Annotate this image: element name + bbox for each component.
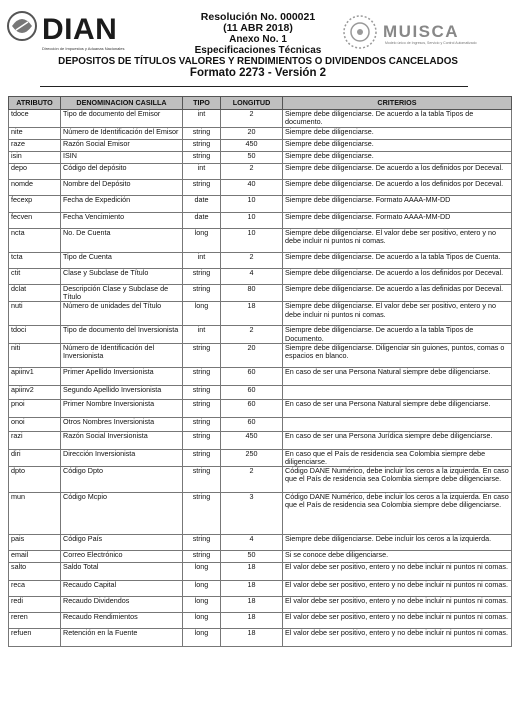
cell-criterios: El valor debe ser positivo, entero y no debe incluir ni puntos ni comas. xyxy=(283,597,512,613)
table-row xyxy=(9,467,512,493)
cell-atributo: niti xyxy=(9,343,61,367)
cell-atributo: onoi xyxy=(9,417,61,431)
cell-tipo: string xyxy=(183,449,221,466)
cell-longitud: 2 xyxy=(221,110,283,128)
cell-longitud: 60 xyxy=(221,399,283,417)
muisca-logo-subtext: Modelo único de Ingresos, Servicio y Control Automatizado xyxy=(385,41,477,45)
table-row xyxy=(9,535,512,551)
table-row xyxy=(9,431,512,449)
cell-denominacion: No. De Cuenta xyxy=(61,229,183,253)
cell-criterios: Siempre debe diligenciarse. Formato AAAA-MM-DD xyxy=(283,196,512,213)
specification-table xyxy=(8,96,512,647)
cell-tipo: string xyxy=(183,493,221,535)
cell-tipo: int xyxy=(183,110,221,128)
table-row xyxy=(9,629,512,647)
cell-longitud: 20 xyxy=(221,343,283,367)
cell-criterios: Siempre debe diligenciarse. De acuerdo a los definidos por Deceval. xyxy=(283,164,512,180)
table-row xyxy=(9,128,512,140)
table-row xyxy=(9,253,512,269)
dian-logo-text: DIAN xyxy=(42,13,118,46)
cell-denominacion: Descripción Clase y Subclase de Título xyxy=(61,285,183,302)
cell-criterios: Código DANE Numérico, debe incluir los ceros a la izquierda. En caso que el País de residencia sea Colombia siempre debe diligenciarse. xyxy=(283,493,512,535)
cell-denominacion: Fecha Vencimiento xyxy=(61,213,183,229)
cell-criterios: Siempre debe diligenciarse. De acuerdo a los definidos por Deceval. xyxy=(283,269,512,285)
cell-criterios: El valor debe ser positivo, entero y no debe incluir ni puntos ni comas. xyxy=(283,563,512,581)
cell-tipo: string xyxy=(183,269,221,285)
header-longitud: LONGITUD xyxy=(221,97,283,110)
cell-atributo: tdoci xyxy=(9,326,61,343)
cell-denominacion: Primer Nombre Inversionista xyxy=(61,399,183,417)
cell-longitud: 10 xyxy=(221,213,283,229)
table-row xyxy=(9,597,512,613)
cell-criterios: Siempre debe diligenciarse. xyxy=(283,152,512,164)
cell-atributo: reren xyxy=(9,613,61,629)
cell-criterios: Si se conoce debe diligenciarse. xyxy=(283,551,512,563)
cell-longitud: 18 xyxy=(221,302,283,326)
table-row xyxy=(9,302,512,326)
cell-longitud: 80 xyxy=(221,285,283,302)
cell-denominacion: Número de Identificación del Inversionista xyxy=(61,343,183,367)
cell-tipo: string xyxy=(183,551,221,563)
table-row xyxy=(9,326,512,343)
cell-criterios: Siempre debe diligenciarse. De acuerdo a la tabla Tipos de Documento. xyxy=(283,326,512,343)
cell-longitud: 18 xyxy=(221,629,283,647)
cell-longitud: 60 xyxy=(221,385,283,399)
cell-criterios xyxy=(283,417,512,431)
cell-denominacion: Razón Social Inversionista xyxy=(61,431,183,449)
cell-longitud: 10 xyxy=(221,229,283,253)
cell-tipo: string xyxy=(183,467,221,493)
cell-tipo: string xyxy=(183,128,221,140)
table-row xyxy=(9,399,512,417)
cell-longitud: 40 xyxy=(221,180,283,196)
cell-longitud: 18 xyxy=(221,563,283,581)
cell-denominacion: Segundo Apellido Inversionista xyxy=(61,385,183,399)
cell-atributo: salto xyxy=(9,563,61,581)
cell-tipo: long xyxy=(183,229,221,253)
table-row xyxy=(9,213,512,229)
cell-criterios: Siempre debe diligenciarse. De acuerdo a la tabla Tipos de Cuenta. xyxy=(283,253,512,269)
cell-longitud: 4 xyxy=(221,535,283,551)
cell-tipo: string xyxy=(183,535,221,551)
annex-number: Anexo No. 1 xyxy=(229,34,287,45)
muisca-logo-text: MUISCA xyxy=(383,22,460,41)
cell-atributo: reca xyxy=(9,581,61,597)
cell-atributo: ctit xyxy=(9,269,61,285)
cell-denominacion: Dirección Inversionista xyxy=(61,449,183,466)
cell-denominacion: Código País xyxy=(61,535,183,551)
header-denominacion: DENOMINACION CASILLA xyxy=(61,97,183,110)
cell-criterios: Siempre debe diligenciarse. De acuerdo a las definidas por Deceval. xyxy=(283,285,512,302)
cell-tipo: long xyxy=(183,629,221,647)
header-criterios: CRITERIOS xyxy=(283,97,512,110)
cell-criterios: Siempre debe diligenciarse. Debe incluir los ceros a la izquierda. xyxy=(283,535,512,551)
cell-longitud: 3 xyxy=(221,493,283,535)
table-row xyxy=(9,551,512,563)
technical-specs-title: Especificaciones Técnicas xyxy=(194,45,322,56)
cell-atributo: tcta xyxy=(9,253,61,269)
table-row xyxy=(9,110,512,128)
cell-tipo: long xyxy=(183,302,221,326)
table-row xyxy=(9,449,512,466)
cell-longitud: 4 xyxy=(221,269,283,285)
cell-tipo: int xyxy=(183,326,221,343)
cell-tipo: long xyxy=(183,581,221,597)
cell-criterios: El valor debe ser positivo, entero y no debe incluir ni puntos ni comas. xyxy=(283,629,512,647)
cell-longitud: 2 xyxy=(221,326,283,343)
cell-denominacion: ISIN xyxy=(61,152,183,164)
cell-denominacion: Nombre del Depósito xyxy=(61,180,183,196)
cell-longitud: 20 xyxy=(221,128,283,140)
cell-denominacion: Primer Apellido Inversionista xyxy=(61,367,183,385)
cell-longitud: 50 xyxy=(221,551,283,563)
cell-longitud: 2 xyxy=(221,467,283,493)
cell-denominacion: Clase y Subclase de Título xyxy=(61,269,183,285)
cell-tipo: string xyxy=(183,431,221,449)
table-row xyxy=(9,613,512,629)
table-row xyxy=(9,164,512,180)
title-block xyxy=(0,12,516,80)
cell-denominacion: Número de unidades del Título xyxy=(61,302,183,326)
cell-tipo: long xyxy=(183,613,221,629)
cell-atributo: mun xyxy=(9,493,61,535)
table-header-row xyxy=(9,97,512,110)
cell-atributo: tdoce xyxy=(9,110,61,128)
resolution-date: (11 ABR 2018) xyxy=(223,22,293,34)
cell-longitud: 2 xyxy=(221,253,283,269)
cell-atributo: ncta xyxy=(9,229,61,253)
table-row xyxy=(9,140,512,152)
table-row xyxy=(9,229,512,253)
cell-criterios: El valor debe ser positivo, entero y no debe incluir ni puntos ni comas. xyxy=(283,613,512,629)
cell-criterios: Siempre debe diligenciarse. De acuerdo a los definidos por Deceval. xyxy=(283,180,512,196)
cell-tipo: string xyxy=(183,152,221,164)
cell-denominacion: Correo Electrónico xyxy=(61,551,183,563)
cell-denominacion: Recaudo Capital xyxy=(61,581,183,597)
cell-atributo: pnoi xyxy=(9,399,61,417)
cell-denominacion: Retención en la Fuente xyxy=(61,629,183,647)
document-header xyxy=(0,0,516,92)
cell-denominacion: Número de Identificación del Emisor xyxy=(61,128,183,140)
cell-tipo: int xyxy=(183,164,221,180)
header-atributo: ATRIBUTO xyxy=(9,97,61,110)
table-row xyxy=(9,285,512,302)
cell-denominacion: Tipo de documento del Emisor xyxy=(61,110,183,128)
table-row xyxy=(9,563,512,581)
cell-atributo: apiinv2 xyxy=(9,385,61,399)
cell-atributo: isin xyxy=(9,152,61,164)
cell-atributo: diri xyxy=(9,449,61,466)
cell-criterios: Siempre debe diligenciarse. El valor debe ser positivo, entero y no debe incluir ni puntos ni comas. xyxy=(283,229,512,253)
cell-tipo: string xyxy=(183,285,221,302)
cell-denominacion: Recaudo Dividendos xyxy=(61,597,183,613)
cell-criterios: En caso de ser una Persona Natural siempre debe diligenciarse. xyxy=(283,367,512,385)
cell-criterios: Siempre debe diligenciarse. xyxy=(283,128,512,140)
resolution-number: Resolución No. 000021 xyxy=(200,11,316,23)
table-row xyxy=(9,196,512,213)
table-row xyxy=(9,367,512,385)
cell-longitud: 50 xyxy=(221,152,283,164)
dian-logo-subtext: Dirección de Impuestos y Aduanas Nacionales xyxy=(42,46,125,51)
cell-atributo: fecexp xyxy=(9,196,61,213)
cell-tipo: string xyxy=(183,417,221,431)
table-row xyxy=(9,180,512,196)
cell-atributo: razi xyxy=(9,431,61,449)
cell-criterios xyxy=(283,385,512,399)
cell-tipo: string xyxy=(183,385,221,399)
table-row xyxy=(9,385,512,399)
cell-criterios: Siempre debe diligenciarse. De acuerdo a la tabla Tipos de documento. xyxy=(283,110,512,128)
cell-denominacion: Tipo de documento del Inversionista xyxy=(61,326,183,343)
table-row xyxy=(9,581,512,597)
cell-denominacion: Otros Nombres Inversionista xyxy=(61,417,183,431)
cell-tipo: string xyxy=(183,180,221,196)
cell-criterios: Siempre debe diligenciarse. El valor debe ser positivo, entero y no debe incluir ni puntos ni comas. xyxy=(283,302,512,326)
table-row xyxy=(9,417,512,431)
cell-tipo: string xyxy=(183,140,221,152)
cell-atributo: raze xyxy=(9,140,61,152)
cell-atributo: dpto xyxy=(9,467,61,493)
table-row xyxy=(9,269,512,285)
cell-atributo: redi xyxy=(9,597,61,613)
cell-longitud: 250 xyxy=(221,449,283,466)
cell-denominacion: Razón Social Emisor xyxy=(61,140,183,152)
cell-criterios: Siempre debe diligenciarse. xyxy=(283,140,512,152)
document-subject: DEPOSITOS DE TÍTULOS VALORES Y RENDIMIENTOS O DIVIDENDOS CANCELADOS xyxy=(58,56,458,67)
cell-atributo: depo xyxy=(9,164,61,180)
cell-tipo: long xyxy=(183,597,221,613)
cell-atributo: nomde xyxy=(9,180,61,196)
cell-criterios: En caso de ser una Persona Natural siempre debe diligenciarse. xyxy=(283,399,512,417)
cell-criterios: Siempre debe diligenciarse. Diligenciar sin guiones, puntos, comas o espacios en blanco. xyxy=(283,343,512,367)
cell-longitud: 450 xyxy=(221,431,283,449)
cell-longitud: 18 xyxy=(221,613,283,629)
cell-tipo: int xyxy=(183,253,221,269)
cell-tipo: date xyxy=(183,213,221,229)
cell-denominacion: Tipo de Cuenta xyxy=(61,253,183,269)
cell-denominacion: Código del depósito xyxy=(61,164,183,180)
table-row xyxy=(9,343,512,367)
cell-longitud: 18 xyxy=(221,597,283,613)
cell-longitud: 60 xyxy=(221,367,283,385)
cell-atributo: dclat xyxy=(9,285,61,302)
cell-atributo: nuti xyxy=(9,302,61,326)
cell-longitud: 450 xyxy=(221,140,283,152)
format-version: Formato 2273 - Versión 2 xyxy=(189,67,327,79)
cell-criterios: Código DANE Numérico, debe incluir los ceros a la izquierda. En caso que el País de residencia sea Colombia siempre debe diligenciarse. xyxy=(283,467,512,493)
cell-atributo: fecven xyxy=(9,213,61,229)
table-row xyxy=(9,152,512,164)
cell-denominacion: Fecha de Expedición xyxy=(61,196,183,213)
cell-atributo: pais xyxy=(9,535,61,551)
cell-criterios: El valor debe ser positivo, entero y no debe incluir ni puntos ni comas. xyxy=(283,581,512,597)
cell-tipo: string xyxy=(183,399,221,417)
table-row xyxy=(9,493,512,535)
cell-tipo: string xyxy=(183,343,221,367)
cell-atributo: apiinv1 xyxy=(9,367,61,385)
cell-denominacion: Saldo Total xyxy=(61,563,183,581)
cell-tipo: string xyxy=(183,367,221,385)
cell-atributo: nite xyxy=(9,128,61,140)
header-tipo: TIPO xyxy=(183,97,221,110)
cell-longitud: 10 xyxy=(221,196,283,213)
cell-longitud: 2 xyxy=(221,164,283,180)
cell-atributo: refuen xyxy=(9,629,61,647)
cell-atributo: email xyxy=(9,551,61,563)
cell-denominacion: Recaudo Rendimientos xyxy=(61,613,183,629)
cell-criterios: Siempre debe diligenciarse. Formato AAAA-MM-DD xyxy=(283,213,512,229)
cell-longitud: 60 xyxy=(221,417,283,431)
cell-criterios: En caso que el País de residencia sea Colombia siempre debe diligenciarse. xyxy=(283,449,512,466)
cell-tipo: long xyxy=(183,563,221,581)
cell-criterios: En caso de ser una Persona Jurídica siempre debe diligenciarse. xyxy=(283,431,512,449)
cell-denominacion: Código Mcpio xyxy=(61,493,183,535)
header-divider xyxy=(40,86,468,87)
cell-longitud: 18 xyxy=(221,581,283,597)
cell-denominacion: Código Dpto xyxy=(61,467,183,493)
cell-tipo: date xyxy=(183,196,221,213)
